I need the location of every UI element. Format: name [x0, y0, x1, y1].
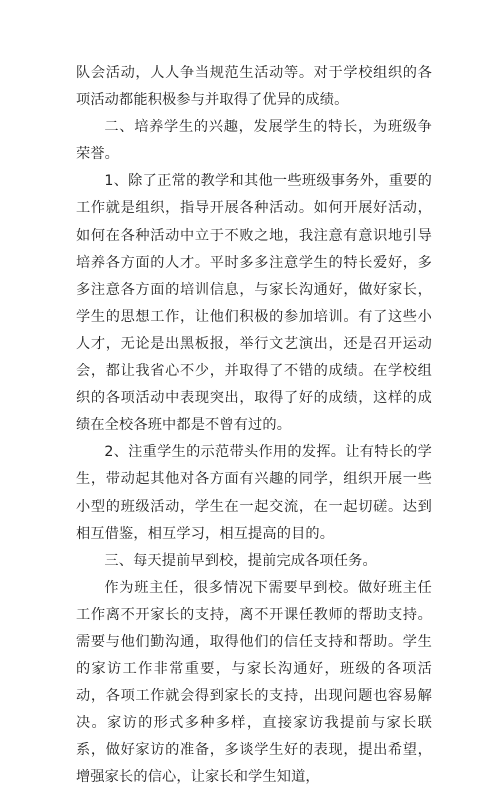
paragraph-teacher-work: 作为班主任，很多情况下需要早到校。做好班主任工作离不开家长的支持，离不开课任教师的帮助支持。需要与他们勤沟通，取得他们的信任支持和帮助。学生的家访工作非常重要，与家长沟通好，班级的各项活动，各项工作就会得到家长的支持，出现问题也容易解决。家访的形式多种多样，直接家访我提前与家长联系，做好家访的准备，多谈学生好的表现，提出希望，增强家长的信心，让家长和学生知道， — [76, 579, 432, 786]
paragraph-item-2: 2、注重学生的示范带头作用的发挥。让有特长的学生，带动起其他对各方面有兴趣的同学，组织开展一些小型的班级活动，学生在一起交流，在一起切磋。达到相互借鉴，相互学习，相互提高的目的。 — [76, 444, 432, 542]
section-heading-3: 三、每天提前早到校，提前完成各项任务。 — [104, 552, 377, 569]
paragraph-item-1: 1、除了正常的教学和其他一些班级事务外，重要的工作就是组织，指导开展各种活动。如何开展好活动，如何在各种活动中立于不败之地，我注意有意识地引导培养各方面的人才。平时多多注意学生的特长爱好，多多注意各方面的培训信息，与家长沟通好，做好家长，学生的思想工作，让他们积极的参加培训。有了这些小人才，无论是出黑板报，举行文艺演出，还是召开运动会，都让我省心不少，并取得了不错的成绩。在学校组织的各项活动中表现突出，取得了好的成绩，这样的成绩在全校各班中都是不曾有过的。 — [76, 173, 432, 434]
section-heading-2: 二、培养学生的兴趣，发展学生的特长，为班级争荣誉。 — [76, 119, 432, 163]
paragraph-1: 队会活动，人人争当规范生活动等。对于学校组织的各项活动都能积极参与并取得了优异的成绩。 — [76, 65, 432, 109]
document-body — [76, 60, 432, 792]
